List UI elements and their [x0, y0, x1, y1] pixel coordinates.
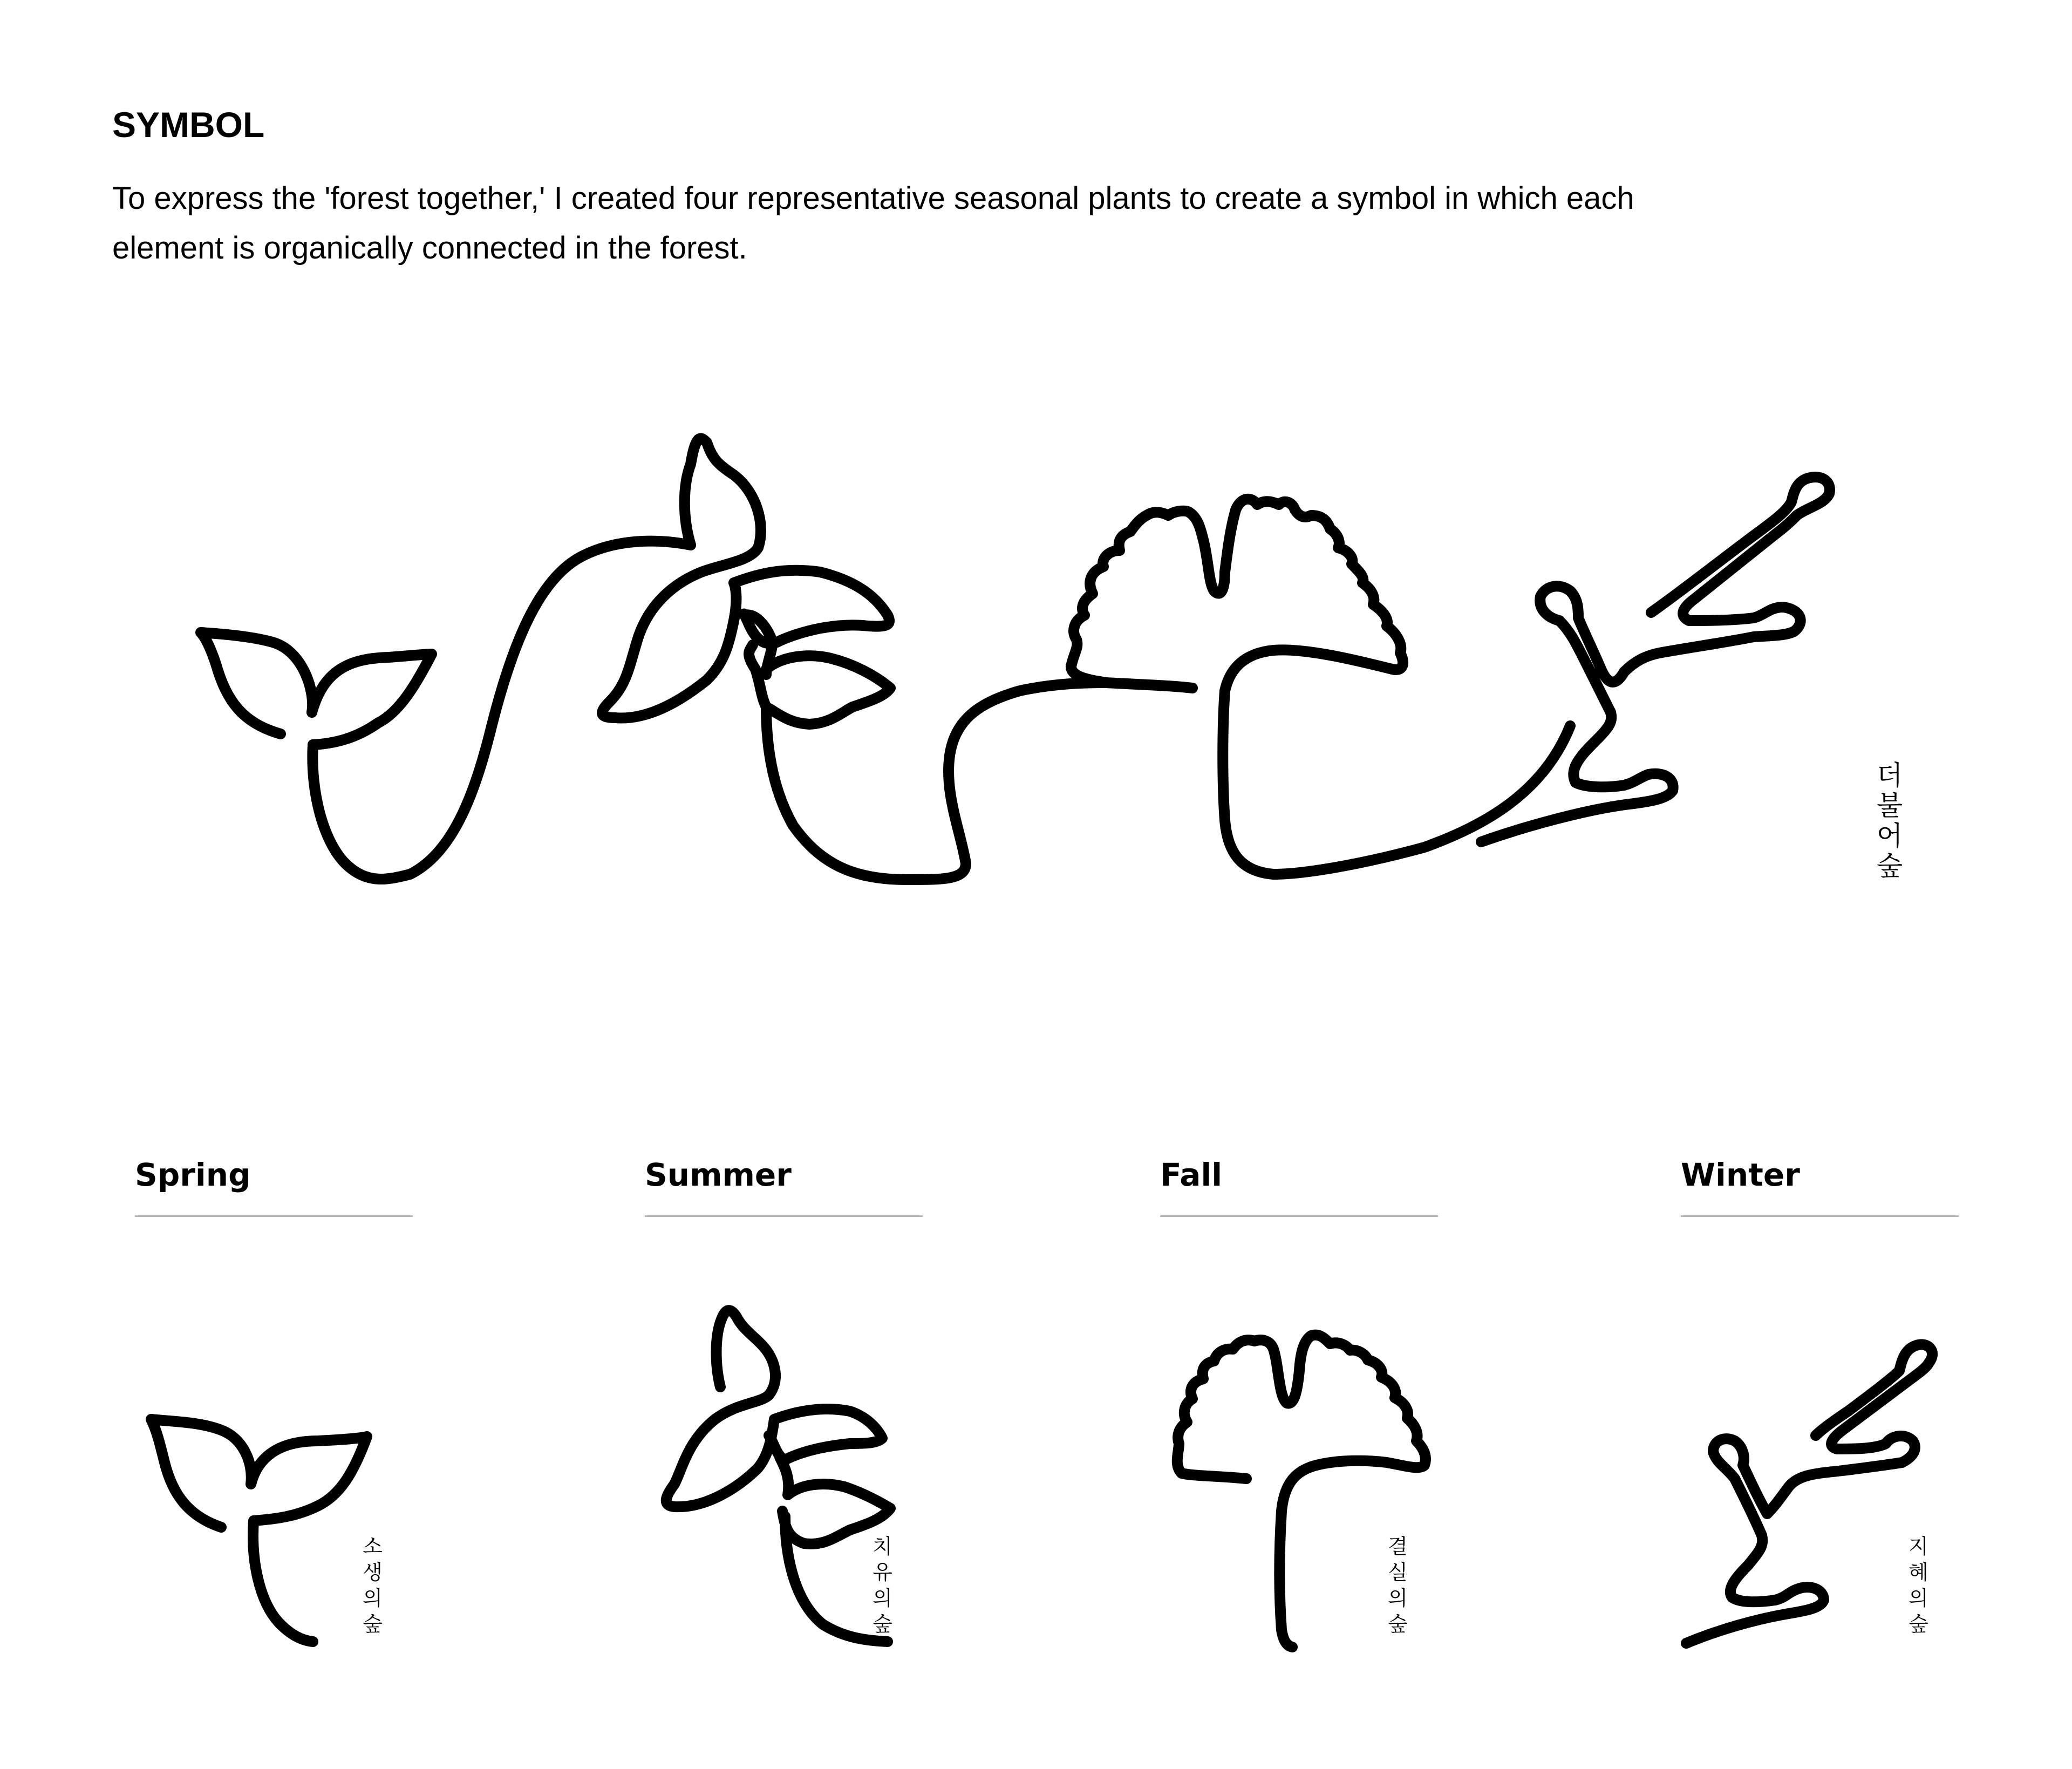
- season-divider: [1681, 1215, 1959, 1217]
- section-title: SYMBOL: [112, 105, 265, 145]
- season-title-spring: Spring: [135, 1156, 251, 1193]
- season-label-spring: 소생의숲: [359, 1535, 383, 1639]
- season-title-winter: Winter: [1681, 1156, 1800, 1193]
- ginkgo-leaf-icon: [1139, 1257, 1462, 1689]
- season-divider: [1160, 1215, 1438, 1217]
- bare-branch-icon: [1659, 1257, 1983, 1689]
- sprout-icon: [113, 1257, 437, 1689]
- season-winter: [1681, 1149, 1983, 1689]
- season-label-fall: 결실의숲: [1384, 1535, 1408, 1639]
- section-description: To express the 'forest together,' I created four representative seasonal plants to create a symbol in which each element is organically connected in the forest.: [112, 181, 1634, 266]
- season-divider: [135, 1215, 413, 1217]
- season-label-winter: 지혜의숲: [1905, 1535, 1928, 1639]
- leaves-icon: [623, 1257, 947, 1689]
- main-symbol-label: 더불어숲: [1872, 761, 1903, 882]
- season-summer: [645, 1149, 947, 1689]
- season-divider: [645, 1215, 923, 1217]
- season-fall: [1160, 1149, 1462, 1689]
- season-title-fall: Fall: [1160, 1156, 1223, 1193]
- season-title-summer: Summer: [645, 1156, 792, 1193]
- season-spring: [135, 1149, 437, 1689]
- season-label-summer: 치유의숲: [869, 1535, 892, 1639]
